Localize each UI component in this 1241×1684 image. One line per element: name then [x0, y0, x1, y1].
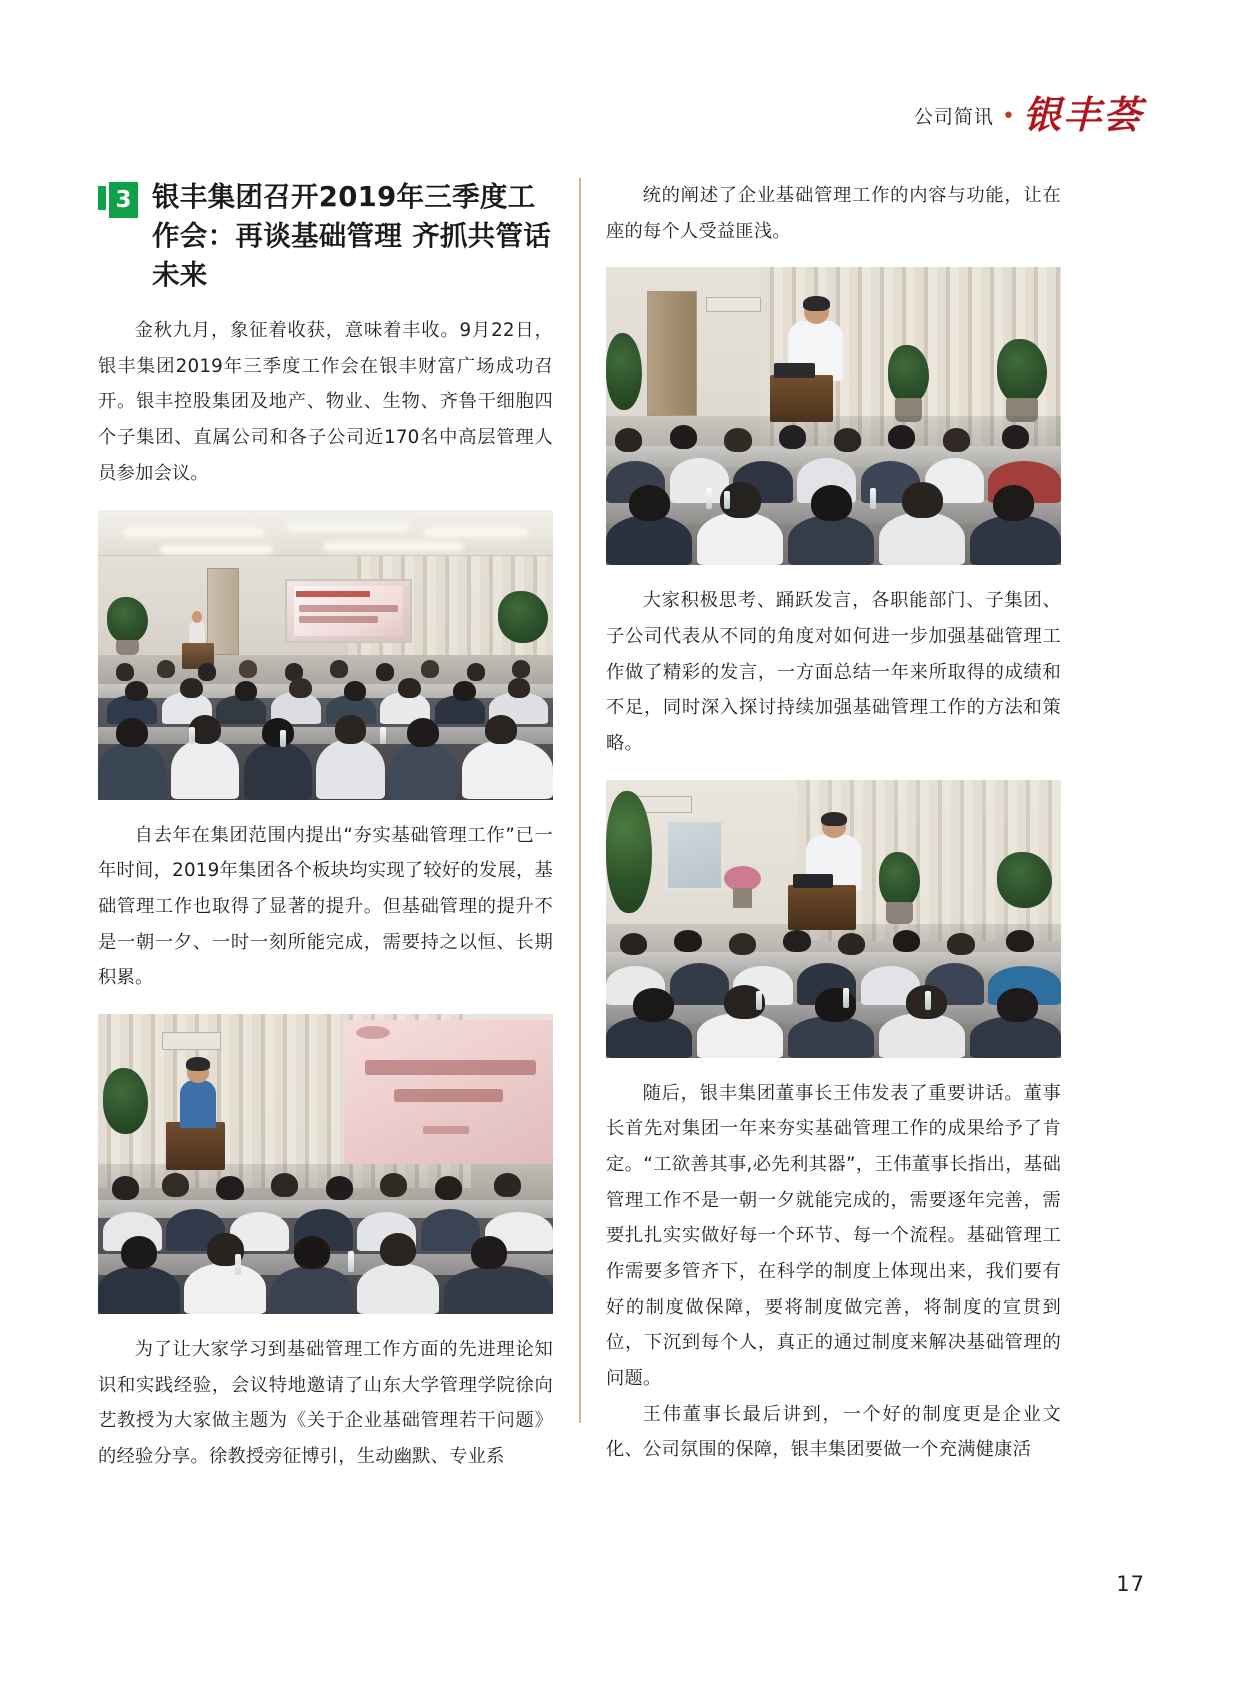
paragraph-left-3: 为了让大家学习到基础管理工作方面的先进理论知识和实践经验，会议特地邀请了山东大学管理学院徐向艺教授为大家做主题为《关于企业基础管理若干问题》的经验分享。徐教授旁征博引，生动幽默、专业系: [98, 1338, 553, 1467]
photo-speaker-at-podium-blue-shirt: [98, 1014, 553, 1314]
article-title-row: [98, 178, 553, 295]
page-header: [913, 92, 1143, 137]
section-label: 公司简讯: [913, 105, 994, 128]
photo-professor-speaking: [606, 267, 1061, 565]
paragraph-right-4: 王伟董事长最后讲到，一个好的制度更是企业文化、公司氛围的保障，银丰集团要做一个充满健康活: [606, 1403, 1061, 1461]
paragraph-left-1: 金秋九月，象征着收获，意味着丰收。9月22日，银丰集团2019年三季度工作会在银丰财富广场成功召开。银丰控股集团及地产、物业、生物、齐鲁干细胞四个子集团、直属公司和各子公司近170名中高层管理人员参加会议。: [98, 320, 553, 484]
photo-chairman-speaking: [606, 780, 1061, 1058]
paragraph-right-2: 大家积极思考、踊跃发言，各职能部门、子集团、子公司代表从不同的角度对如何进一步加强基础管理工作做了精彩的发言，一方面总结一年来所取得的成绩和不足，同时深入探讨持续加强基础管理工作的方法和策略。: [606, 590, 1061, 755]
column-divider: [579, 178, 581, 1423]
paragraph-left-2: 自去年在集团范围内提出“夯实基础管理工作”已一年时间，2019年集团各个板块均实现了较好的发展，基础管理工作也取得了显著的提升。但基础管理的提升不是一朝一夕、一时一刻所能完成，需要持之以恒、长期积累。: [98, 824, 553, 989]
section-number-marker: [98, 182, 138, 222]
paragraph-right-1: 统的阐述了企业基础管理工作的内容与功能，让在座的每个人受益匪浅。: [606, 185, 1061, 242]
article-body: [98, 178, 1144, 1467]
page-title: 银丰集团召开2019年三季度工作会：再谈基础管理 齐抓共管话未来: [152, 181, 552, 292]
brand-logotype: 银丰荟: [1022, 92, 1143, 137]
page-number: 17: [1116, 1572, 1145, 1596]
section-number: 3: [115, 187, 132, 213]
right-column: [606, 178, 1061, 1468]
photo-conference-hall-wide: [98, 510, 553, 800]
left-column: [98, 178, 553, 1475]
paragraph-right-3: 随后，银丰集团董事长王伟发表了重要讲话。董事长首先对集团一年来夯实基础管理工作的成果给予了肯定。“工欲善其事,必先利其器”，王伟董事长指出，基础管理工作不是一朝一夕就能完成的，需要逐年完善，需要扎扎实实做好每一个环节、每一个流程。基础管理工作需要多管齐下，在科学的制度上体现出来，我们要有好的制度做保障，要将制度做完善，将制度的宣贯到位，下沉到每个人，真正的通过制度来解决基础管理的问题。: [606, 1082, 1061, 1390]
dot-icon: ●: [1003, 105, 1013, 123]
